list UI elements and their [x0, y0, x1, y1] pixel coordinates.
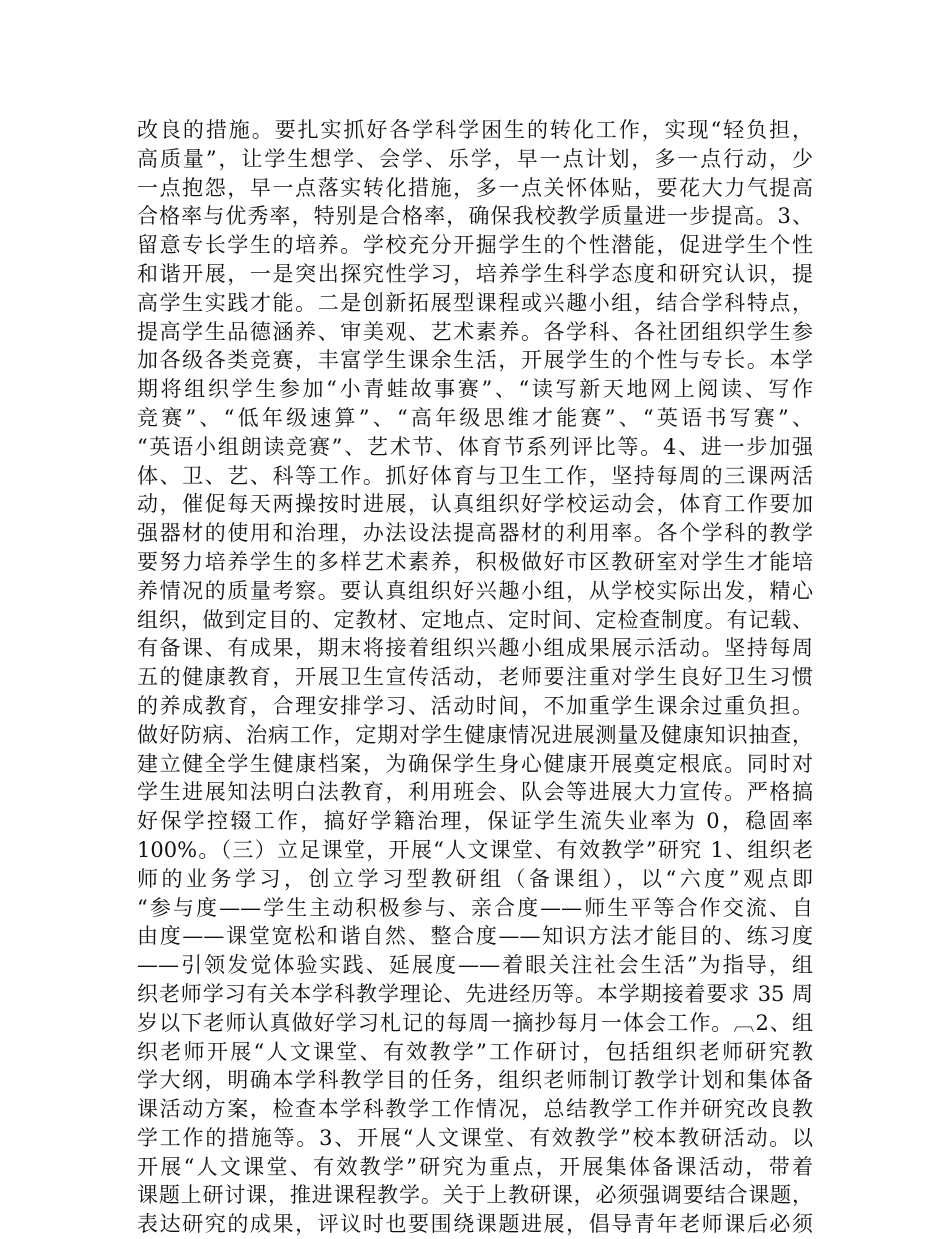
text-line: 和谐开展，一是突出探究性学习，培养学生科学态度和研究认识，提 — [137, 261, 813, 286]
text-line: 织老师开展“人文课堂、有效教学”工作研讨，包括组织老师研究教 — [137, 1039, 813, 1064]
text-line: 师的业务学习，创立学习型教研组（备课组），以“六度”观点即 — [137, 866, 813, 891]
text-line: 改良的措施。要扎实抓好各学科学困生的转化工作，实现“轻负担， — [137, 118, 813, 142]
text-line: 合格率与优秀率，特别是合格率，确保我校教学质量进一步提高。3、 — [137, 204, 813, 229]
text-line: 建立健全学生健康档案，为确保学生身心健康开展奠定根底。同时对 — [137, 751, 813, 776]
text-line: 有备课、有成果，期末将接着组织兴趣小组成果展示活动。坚持每周 — [137, 636, 813, 661]
text-line: 由度——课堂宽松和谐自然、整合度——知识方法才能目的、练习度 — [137, 924, 813, 949]
text-line: 强器材的使用和治理，办法设法提高器材的利用率。各个学科的教学 — [137, 521, 813, 546]
text-line: 组织，做到定目的、定教材、定地点、定时间、定检查制度。有记载、 — [137, 607, 813, 632]
text-line: 岁以下老师认真做好学习札记的每周一摘抄每月一体会工作。︹2、组 — [137, 1010, 813, 1035]
text-line: 要努力培养学生的多样艺术素养，积极做好市区教研室对学生才能培 — [137, 549, 813, 574]
text-line: “参与度——学生主动积极参与、亲合度——师生平等合作交流、自 — [137, 895, 813, 920]
text-line: 留意专长学生的培养。学校充分开掘学生的个性潜能，促进学生个性 — [137, 233, 813, 258]
text-line: 100%。（三）立足课堂，开展“人文课堂、有效教学”研究 1、组织老 — [137, 837, 813, 862]
text-line: 体、卫、艺、科等工作。抓好体育与卫生工作，坚持每周的三课两活 — [137, 463, 813, 488]
text-line: 学生进展知法明白法教育，利用班会、队会等进展大力宣传。严格搞 — [137, 780, 813, 805]
text-line: 的养成教育，合理安排学习、活动时间，不加重学生课余过重负担。 — [137, 693, 813, 718]
text-line: 表达研究的成果，评议时也要围绕课题进展，倡导青年老师课后必须 — [137, 1212, 813, 1237]
text-line: 竞赛”、“低年级速算”、“高年级思维才能赛”、“英语书写赛”、 — [137, 405, 813, 430]
text-line: 提高学生品德涵养、审美观、艺术素养。各学科、各社团组织学生参 — [137, 319, 813, 344]
text-line: 课题上研讨课，推进课程教学。关于上教研课，必须强调要结合课题， — [137, 1183, 813, 1208]
text-line: 动，催促每天两操按时进展，认真组织好学校运动会，体育工作要加 — [137, 492, 813, 517]
text-line: 加各级各类竞赛，丰富学生课余生活，开展学生的个性与专长。本学 — [137, 348, 813, 373]
text-line: 高学生实践才能。二是创新拓展型课程或兴趣小组，结合学科特点， — [137, 290, 813, 315]
text-line: 做好防病、治病工作，定期对学生健康情况进展测量及健康知识抽查， — [137, 722, 813, 747]
text-line: 五的健康教育，开展卫生宣传活动，老师要注重对学生良好卫生习惯 — [137, 665, 813, 690]
text-line: 开展“人文课堂、有效教学”研究为重点，开展集体备课活动，带着 — [137, 1154, 813, 1179]
text-line: 课活动方案，检查本学科教学工作情况，总结教学工作并研究改良教 — [137, 1097, 813, 1122]
text-line: “英语小组朗读竞赛”、艺术节、体育节系列评比等。4、进一步加强 — [137, 434, 813, 459]
text-line: 好保学控辍工作，搞好学籍治理，保证学生流失业率为 0，稳固率 — [137, 809, 813, 834]
text-line: 养情况的质量考察。要认真组织好兴趣小组，从学校实际出发，精心 — [137, 578, 813, 603]
document-body — [137, 116, 813, 1239]
text-line: 织老师学习有关本学科教学理论、先进经历等。本学期接着要求 35 周 — [137, 981, 813, 1006]
text-line: 学工作的措施等。3、开展“人文课堂、有效教学”校本教研活动。以 — [137, 1125, 813, 1150]
text-line: 高质量”，让学生想学、会学、乐学，早一点计划，多一点行动，少 — [137, 146, 813, 171]
text-line: 期将组织学生参加“小青蛙故事赛”、“读写新天地网上阅读、写作 — [137, 377, 813, 402]
text-line: 学大纲，明确本学科教学目的任务，组织老师制订教学计划和集体备 — [137, 1068, 813, 1093]
text-line: ——引领发觉体验实践、延展度——着眼关注社会生活”为指导，组 — [137, 953, 813, 978]
text-line: 一点抱怨，早一点落实转化措施，多一点关怀体贴，要花大力气提高 — [137, 175, 813, 200]
